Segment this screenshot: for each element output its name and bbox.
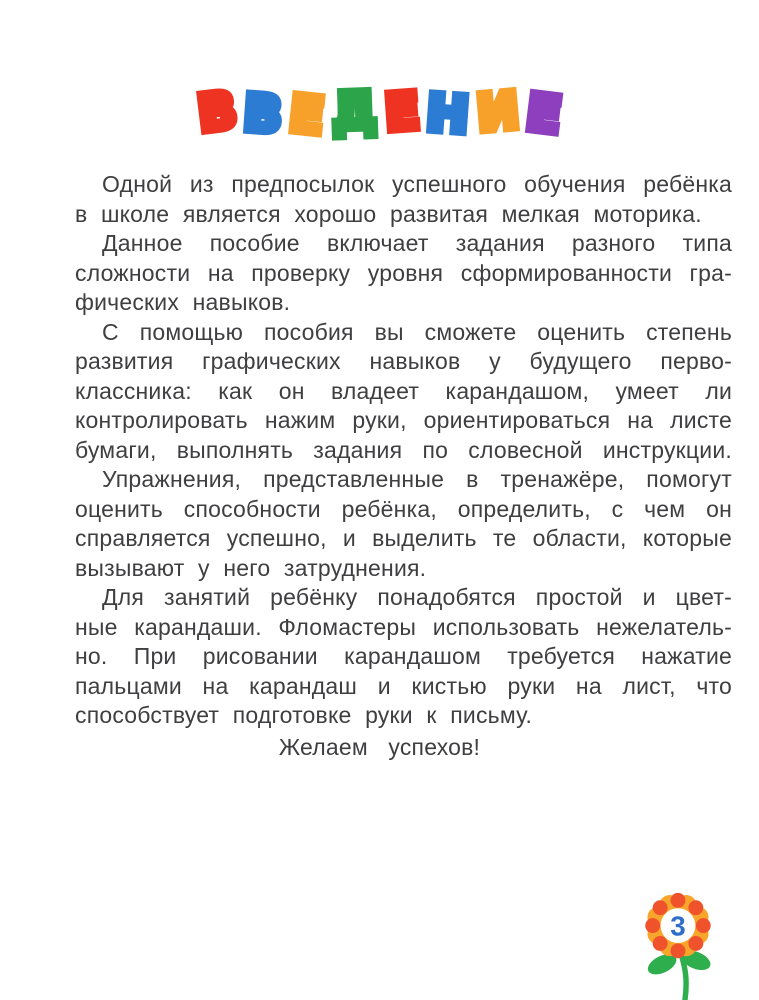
text-line: Для занятий ребёнку понадобятся простой и цвет- <box>102 584 732 610</box>
text-line: Упражнения, представленные в тренажёре, помогут <box>102 466 732 492</box>
title-letter: В <box>241 83 285 145</box>
closing-wish: Желаем успехов! <box>278 734 481 760</box>
text-line: вызывают у него затруднения. <box>75 554 427 581</box>
text-line: пальцами на карандаш и кистью руки на лист, что <box>75 672 732 699</box>
text-line: Данное пособие включает задания разного типа <box>102 230 732 256</box>
page-title <box>0 80 759 146</box>
text-line: развития графических навыков у будущего перво- <box>75 348 732 374</box>
title-letter: И <box>474 81 522 143</box>
text-line: оценить способности ребёнка, определить, с чем он <box>75 495 732 522</box>
text-line: справляется успешно, и выделить те области, которые <box>75 525 732 551</box>
title-letter: Е <box>523 83 565 145</box>
text-line: фических навыков. <box>75 289 291 315</box>
page-number-flower <box>612 876 742 1000</box>
text-line: ные карандаши. Фломастеры использовать нежелатель- <box>75 613 732 640</box>
title-letter: Е <box>383 81 422 143</box>
text-line: сложности на проверку уровня сформированности гра- <box>75 259 732 286</box>
text-line: способствует подготовке руки к письму. <box>75 702 533 728</box>
title-letter: В <box>194 80 240 144</box>
text-line: Одной из предпосылок успешного обучения ребёнка <box>102 171 732 197</box>
title-letter: Е <box>286 84 327 146</box>
text-line: бумаги, выполнять задания по словесной инструкции. <box>75 436 732 463</box>
text-line: контролировать нажим руки, ориентироваться на листе <box>75 407 732 433</box>
text-line: классника: как он владеет карандашом, умеет ли <box>75 377 732 404</box>
title-letter: Н <box>424 83 471 145</box>
text-line: С помощью пособия вы сможете оценить степень <box>102 318 732 345</box>
text-line: в школе является хорошо развитая мелкая моторика. <box>75 200 702 227</box>
page-number: 3 <box>670 910 686 942</box>
text-line: но. При рисовании карандашом требуется нажатие <box>75 643 732 669</box>
flower-illustration <box>612 876 742 1000</box>
introduction-text <box>75 170 732 731</box>
title-letter: Д <box>331 81 378 141</box>
